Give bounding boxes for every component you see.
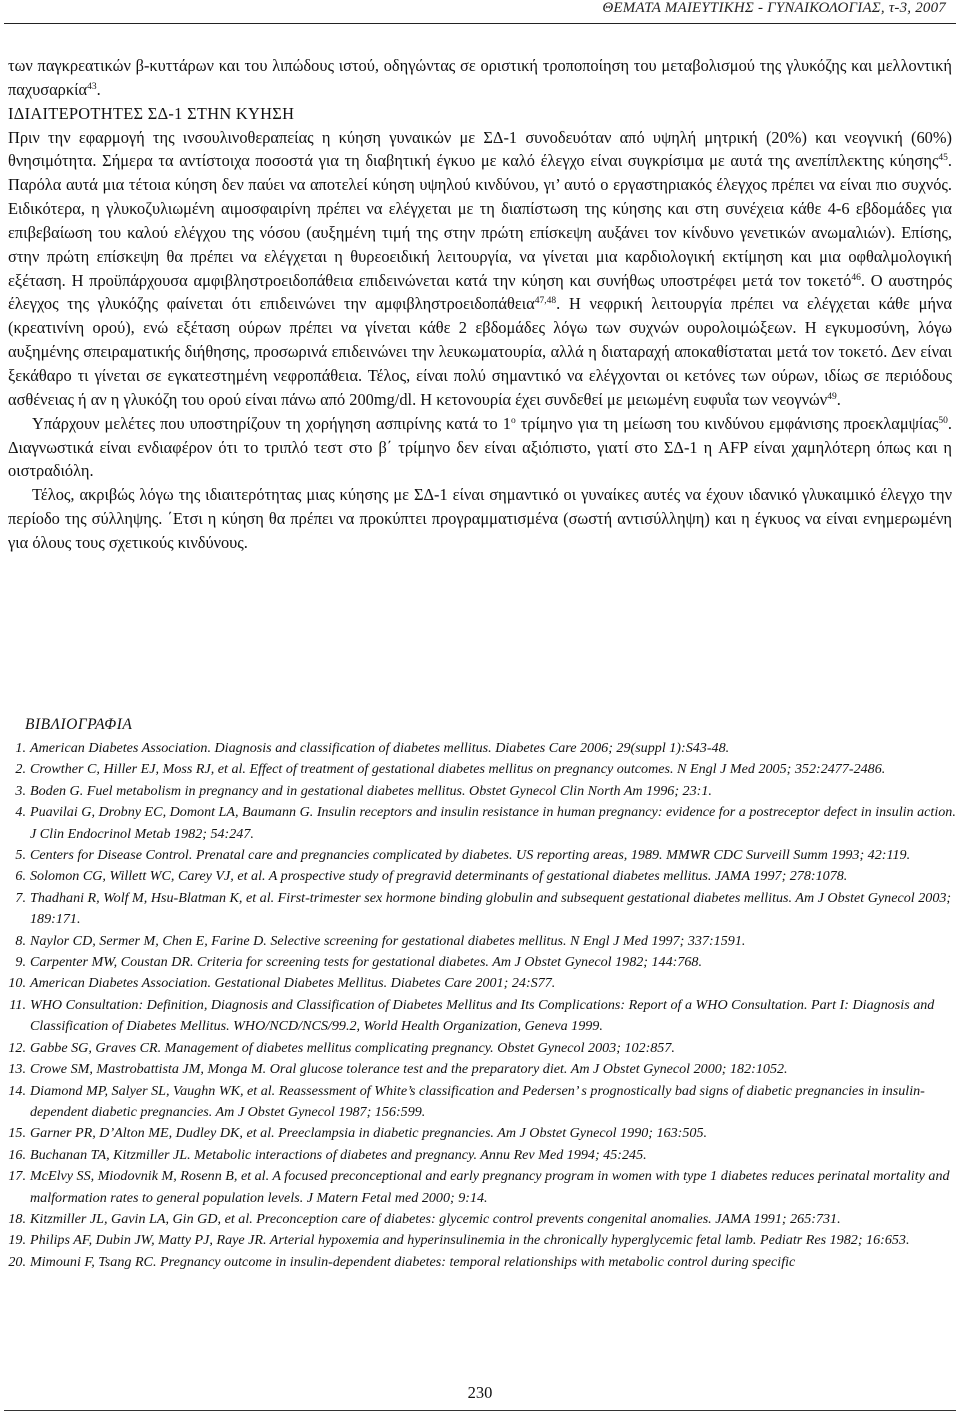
reference-text: Centers for Disease Control. Prenatal care and pregnancies complicated by diabetes. US reporting areas, 1989. MMWR CDC Surveill Summ 1993; 42:119. xyxy=(30,847,911,864)
citation-superscript: 50 xyxy=(938,415,948,426)
paragraph-final: Τέλος, ακριβώς λόγω της ιδιαιτερότητας μιας κύησης με ΣΔ-1 είναι σημαντικό οι γυναίκες αυτές να έχουν ιδανικό γλυκαιμικό έλεγχο την περίοδο της σύλληψης. ΄Ετσι η κύηση θα πρέπει να προκύπτει προγραμματισμένα (σωστή αντισύλληψη) και η έγκυος να είναι ενημερωμένη για όλους τους σχετικούς κινδύνους. xyxy=(8,485,952,552)
reference-item xyxy=(0,1166,956,1209)
reference-number: 9. xyxy=(15,954,26,971)
reference-number: 20. xyxy=(8,1253,26,1270)
citation-superscript: 45 xyxy=(938,153,948,164)
reference-item xyxy=(0,995,956,1038)
paragraph-main: Πριν την εφαρμογή της ινσουλινοθεραπείας η κύηση γυναικών με ΣΔ-1 συνοδευόταν από υψηλή μητρική (20%) και νεογνική (60%) θνησιμότητα. Σήμερα τα αντίστοιχα ποσοστά για τη διαβητική έγκυο με καλό έλεγχο είναι συγκρίσιμα με αυτά της ανεπίπλεκτης κύησης$^{45}$. Παρόλα αυτά μια τέτοια κύηση δεν παύει να αποτελεί κύηση υψηλού κινδύνου, γι’ αυτό ο εργαστηριακός έλεγχος πρέπει να είναι πιο συχνός. Ειδικότερα, η γλυκοζυλιωμένη αιμοσφαιρίνη πρέπει να ελέγχεται με τη διαπίστωση της κύησης και στη συνέχεια κάθε 4-6 εβδομάδες για επιβεβαίωση του καλού ελέγχου της νόσου (αυξημένη τιμή της στην πρώτη επίσκεψη αυξάνει τον κίνδυνο γενετικών ανωμαλιών). Επίσης, στην πρώτη επίσκεψη θα πρέπει να ελέγχεται η θυρεοειδική λειτουργία, να γίνεται μια καρδιολογική εκτίμηση και μια οφθαλμολογική εξέταση. Η προϋπάρχουσα αμφιβληστροειδοπάθεια επιδεινώνεται κατά την κύηση και συνήθως υποστρέφει μετά τον τοκετό$^{46}$. Ο αυστηρός έλεγχος της γλυκόζης φαίνεται ότι επιδεινώνει την αμφιβληστροειδοπάθεια$^{47,48}$. Η νεφρική λειτουργία πρέπει να ελέγχεται κάθε μήνα (κρεατινίνη ορού), ενώ εξέταση ούρων πρέπει να γίνεται κάθε 2 εβδομάδες λόγω των συχνών ουρολοιμώξεων. Η εγκυμοσύνη, λόγω αυξημένης σπειραματικής διήθησης, προσωρινά επιδεινώνει την λευκωματουρία, αλλά η διαταραχή αποκαθίσταται μετά τον τοκετό. Δεν είναι ξεκάθαρο τι γίνεται σε εγκατεστημένη νεφροπάθεια. Τέλος, είναι πολύ σημαντικό να ελέγχονται οι κετόνες των ούρων, ιδίως σε περιόδους ασθένειας ή αν η γλυκόζη του ορού είναι πάνω από 200mg/dl. Η κετονουρία έχει συνδεθεί με μειωμένη ευφυΐα των νεογνών$^{49}$. xyxy=(8,127,952,409)
reference-number: 14. xyxy=(8,1082,26,1099)
reference-text: American Diabetes Association. Gestational Diabetes Mellitus. Diabetes Care 2001; 24:S77. xyxy=(30,975,556,992)
running-header: ΘΕΜΑΤΑ ΜΑΙΕΥΤΙΚΗΣ - ΓΥΝΑΙΚΟΛΟΓΙΑΣ, τ-3, 2007 xyxy=(602,0,946,16)
header-rule xyxy=(4,23,956,24)
reference-number: 1. xyxy=(15,740,26,756)
reference-item xyxy=(0,1252,956,1273)
reference-item xyxy=(0,1038,956,1059)
reference-item xyxy=(0,973,956,994)
reference-number: 16. xyxy=(8,1146,26,1163)
reference-text: Philips AF, Dubin JW, Matty PJ, Raye JR. Arterial hypoxemia and hyperinsulinemia in the chronically hyperglycemic fetal lamb. Pediatr Res 1982; 16:653. xyxy=(30,1232,910,1249)
article-body xyxy=(8,54,952,555)
reference-text: Mimouni F, Tsang RC. Pregnancy outcome in insulin-dependent diabetes: temporal relationships with metabolic control during specific xyxy=(30,1253,796,1270)
reference-item xyxy=(0,1209,956,1230)
bibliography-title: ΒΙΒΛΙΟΓΡΑΦΙΑ xyxy=(25,716,133,733)
reference-number: 18. xyxy=(8,1210,26,1227)
reference-number: 7. xyxy=(15,889,26,906)
reference-text: Gabbe SG, Graves CR. Management of diabetes mellitus complicating pregnancy. Obstet Gynecol 2003; 102:857. xyxy=(30,1039,675,1056)
reference-item xyxy=(0,1059,956,1080)
reference-text: Thadhani R, Wolf M, Hsu-Blatman K, et al. First-trimester sex hormone binding globulin and subsequent gestational diabetes mellitus. Am J Obstet Gynecol 2003; 189:171. xyxy=(30,889,952,928)
reference-item xyxy=(0,759,956,780)
citation-superscript: 46 xyxy=(851,272,861,283)
reference-number: 11. xyxy=(9,996,26,1013)
reference-number: 6. xyxy=(15,868,26,885)
reference-text: American Diabetes Association. Diagnosis and classification of diabetes mellitus. Diabetes Care 2006; 29(suppl 1):S43-48. xyxy=(30,740,730,756)
reference-number: 15. xyxy=(8,1125,26,1142)
reference-text: Kitzmiller JL, Gavin LA, Gin GD, et al. Preconception care of diabetes: glycemic control prevents congenital anomalies. JAMA 1991; 265:731. xyxy=(30,1210,841,1227)
reference-text: Crowther C, Hiller EJ, Moss RJ, et al. Effect of treatment of gestational diabetes mellitus on pregnancy outcomes. N Engl J Med 2005; 352:2477-2486. xyxy=(30,761,886,778)
reference-text: Buchanan TA, Kitzmiller JL. Metabolic interactions of diabetes and pregnancy. Annu Rev Med 1994; 45:245. xyxy=(30,1146,647,1163)
citation-superscript: 49 xyxy=(827,391,837,402)
citation-superscript: 47,48 xyxy=(534,296,557,307)
page-number: 230 xyxy=(467,1383,493,1402)
ordinal-superscript: ο xyxy=(510,415,516,426)
section-heading: ΙΔΙΑΙΤΕΡΟΤΗΤΕΣ ΣΔ-1 ΣΤΗΝ ΚΥΗΣΗ xyxy=(8,103,295,123)
citation-superscript: 43 xyxy=(87,81,97,92)
paragraph-aspirin: Υπάρχουν μελέτες που υποστηρίζουν τη χορήγηση ασπιρίνης κατά το $1^o$ τρίμηνο για τη μείωση του κινδύνου εμφάνισης προεκλαμψίας$^{50}$. Διαγνωστικά είναι ενδιαφέρον ότι το τριπλό τεστ στο β΄ τρίμηνο δεν είναι αξιόπιστο, γιατί στο ΣΔ-1 η AFP είναι χαμηλότερη όπως και η οιστραδιόλη. xyxy=(8,413,953,481)
reference-text: Boden G. Fuel metabolism in pregnancy and in gestational diabetes mellitus. Obstet Gynecol Clin North Am 1996; 23:1. xyxy=(30,782,712,799)
reference-number: 8. xyxy=(15,932,26,949)
reference-text: McElvy SS, Miodovnik M, Rosenn B, et al. A focused preconceptional and early pregnancy program in women with type 1 diabetes reduces perinatal mortality and malformation rates to general population levels. J Matern Fetal med 2000; 9:14. xyxy=(30,1168,950,1206)
reference-number: 12. xyxy=(8,1039,26,1056)
reference-item xyxy=(0,738,956,759)
reference-item xyxy=(0,1230,956,1251)
reference-text: WHO Consultation: Definition, Diagnosis and Classification of Diabetes Mellitus and Its Complications: Report of a WHO Consultation. Part I: Diagnosis and Classification of Diabetes Mellitus. WHO/NCD/NCS/99.2, World Health Organization, Geneva 1999. xyxy=(30,996,935,1035)
reference-text: Carpenter MW, Coustan DR. Criteria for screening tests for gestational diabetes. Am J Obstet Gynecol 1982; 144:768. xyxy=(30,954,703,971)
reference-number: 3. xyxy=(15,782,26,799)
reference-text: Diamond MP, Salyer SL, Vaughn WK, et al. Reassessment of White’s classification and Pedersen’ s prognostically bad signs of diabetic pregnancies in insulin-dependent diabetic pregnancies. Am J Obstet Gynecol 1987; 156:599. xyxy=(30,1082,925,1120)
reference-number: 5. xyxy=(15,847,26,864)
reference-number: 13. xyxy=(8,1061,26,1078)
reference-item xyxy=(0,845,956,866)
reference-number: 17. xyxy=(8,1168,26,1185)
reference-text: Naylor CD, Sermer M, Chen E, Farine D. Selective screening for gestational diabetes mellitus. N Engl J Med 1997; 337:1591. xyxy=(30,932,746,949)
reference-number: 2. xyxy=(15,761,26,778)
reference-number: 19. xyxy=(8,1232,26,1249)
reference-item xyxy=(0,781,956,802)
reference-number: 10. xyxy=(8,975,26,992)
reference-text: Crowe SM, Mastrobattista JM, Monga M. Oral glucose tolerance test and the preparatory diet. Am J Obstet Gynecol 2000; 182:1052. xyxy=(30,1061,788,1078)
paragraph-continuation: των παγκρεατικών β-κυττάρων και του λιπώδους ιστού, οδηγώντας σε οριστική τροποποίηση του μεταβολισμού της γλυκόζης και μελλοντική παχυσαρκία$^{43}$. xyxy=(8,56,952,99)
reference-item xyxy=(0,952,956,973)
reference-item xyxy=(0,888,956,931)
reference-item xyxy=(0,866,956,887)
reference-item xyxy=(0,802,956,845)
reference-list xyxy=(0,738,956,1273)
reference-text: Solomon CG, Willett WC, Carey VJ, et al. A prospective study of pregravid determinants of gestational diabetes mellitus. JAMA 1997; 278:1078. xyxy=(30,868,848,885)
reference-item xyxy=(0,1123,956,1144)
reference-item xyxy=(0,931,956,952)
reference-text: Puavilai G, Drobny EC, Domont LA, Baumann G. Insulin receptors and insulin resistance in human pregnancy: evidence for a postreceptor defect in insulin action. J Clin Endocrinol Metab 1982; 54:247. xyxy=(30,804,956,842)
footer-rule xyxy=(4,1410,956,1411)
reference-text: Garner PR, D’Alton ME, Dudley DK, et al. Preeclampsia in diabetic pregnancies. Am J Obstet Gynecol 1990; 163:505. xyxy=(30,1125,708,1142)
reference-item xyxy=(0,1081,956,1124)
reference-item xyxy=(0,1145,956,1166)
reference-number: 4. xyxy=(15,804,26,821)
